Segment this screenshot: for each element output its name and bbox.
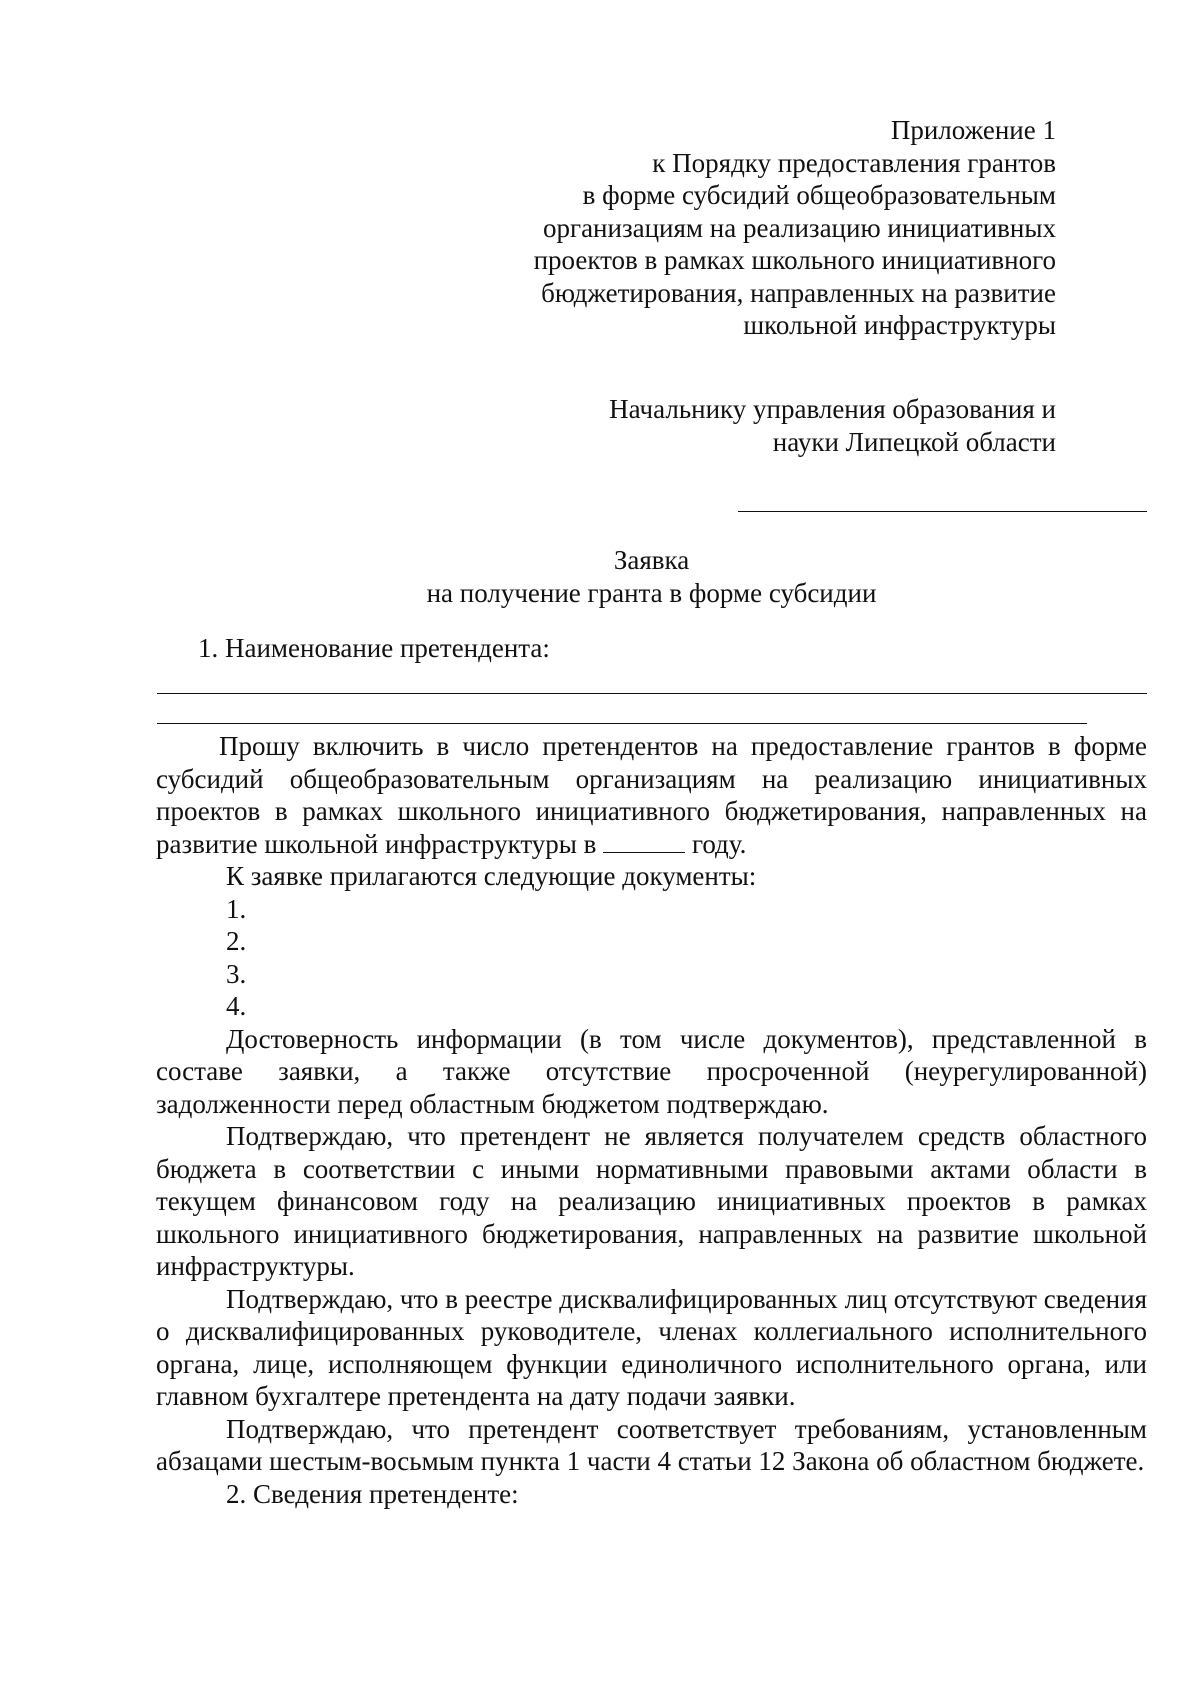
attachment-line: Приложение 1	[890, 115, 1056, 145]
document-list-item: 1.	[226, 893, 247, 924]
attachment-line: в форме субсидий общеобразовательным	[582, 180, 1056, 210]
year-blank	[603, 830, 685, 853]
attachment-line: проектов в рамках школьного инициативного	[533, 245, 1056, 275]
documents-intro: К заявке прилагаются следующие документы:	[226, 861, 757, 891]
disqualified-registry-paragraph: Подтверждаю, что в реестре дисквалифицированных лиц отсутствуют сведения о дисквалифицированных руководителе, членах коллегиального исполнительного органа, лице, исполняющем функции единоличного исполнительного органа, или главном бухгалтере претендента на дату подачи заявки.	[156, 1283, 1147, 1411]
requirements-paragraph: Подтверждаю, что претендент соответствует требованиям, установленным абзацами шестым-восьмым пункта 1 части 4 статьи 12 Закона об областном бюджете.	[156, 1413, 1147, 1476]
reliability-paragraph: Достоверность информации (в том числе документов), представленной в составе заявки, а также отсутствие просроченной (неурегулированной) задолженности перед областным бюджетом подтверждаю.	[156, 1023, 1147, 1119]
document-list-item: 2.	[226, 926, 247, 956]
applicant-name-line	[157, 693, 1147, 694]
request-paragraph	[156, 730, 1147, 860]
applicant-info-label: 2. Сведения претенденте:	[226, 1478, 519, 1509]
applicant-name-line	[157, 723, 1087, 724]
document-list-item: 4.	[226, 991, 247, 1021]
attachment-line: организациям на реализацию инициативных	[543, 212, 1056, 243]
document-title	[156, 544, 1147, 609]
addressee-line: науки Липецкой области	[772, 426, 1056, 457]
attachment-reference	[356, 114, 1056, 342]
request-text-end: году.	[691, 828, 747, 859]
request-text: Прошу включить в число претендентов на предоставление грантов в форме субсидий общеобразовательным организациям на реализацию инициативных проектов в рамках школьного инициативного бюджетирования, направленных на развитие школьной инфраструктуры в	[156, 731, 1147, 859]
title-subtitle: на получение гранта в форме субсидии	[426, 577, 877, 608]
attachment-line: бюджетирования, направленных на развитие	[541, 277, 1056, 308]
addressee-name-line	[738, 511, 1147, 512]
attachment-line: школьной инфраструктуры	[743, 310, 1056, 340]
addressee-block	[356, 393, 1056, 458]
document-list-item: 3.	[226, 958, 247, 989]
no-funding-paragraph: Подтверждаю, что претендент не является получателем средств областного бюджета в соответствии с иными нормативными правовыми актами области в текущем финансовом году на реализацию инициативных проектов в рамках школьного инициативного бюджетирования, направленных на развитие школьной инфраструктуры.	[156, 1121, 1147, 1281]
addressee-line: Начальнику управления образования и	[609, 394, 1056, 424]
application-body	[156, 730, 1147, 1510]
title-main: Заявка	[613, 545, 690, 575]
applicant-name-label: 1. Наименование претендента:	[198, 633, 550, 663]
attachment-line: к Порядку предоставления грантов	[652, 147, 1056, 178]
